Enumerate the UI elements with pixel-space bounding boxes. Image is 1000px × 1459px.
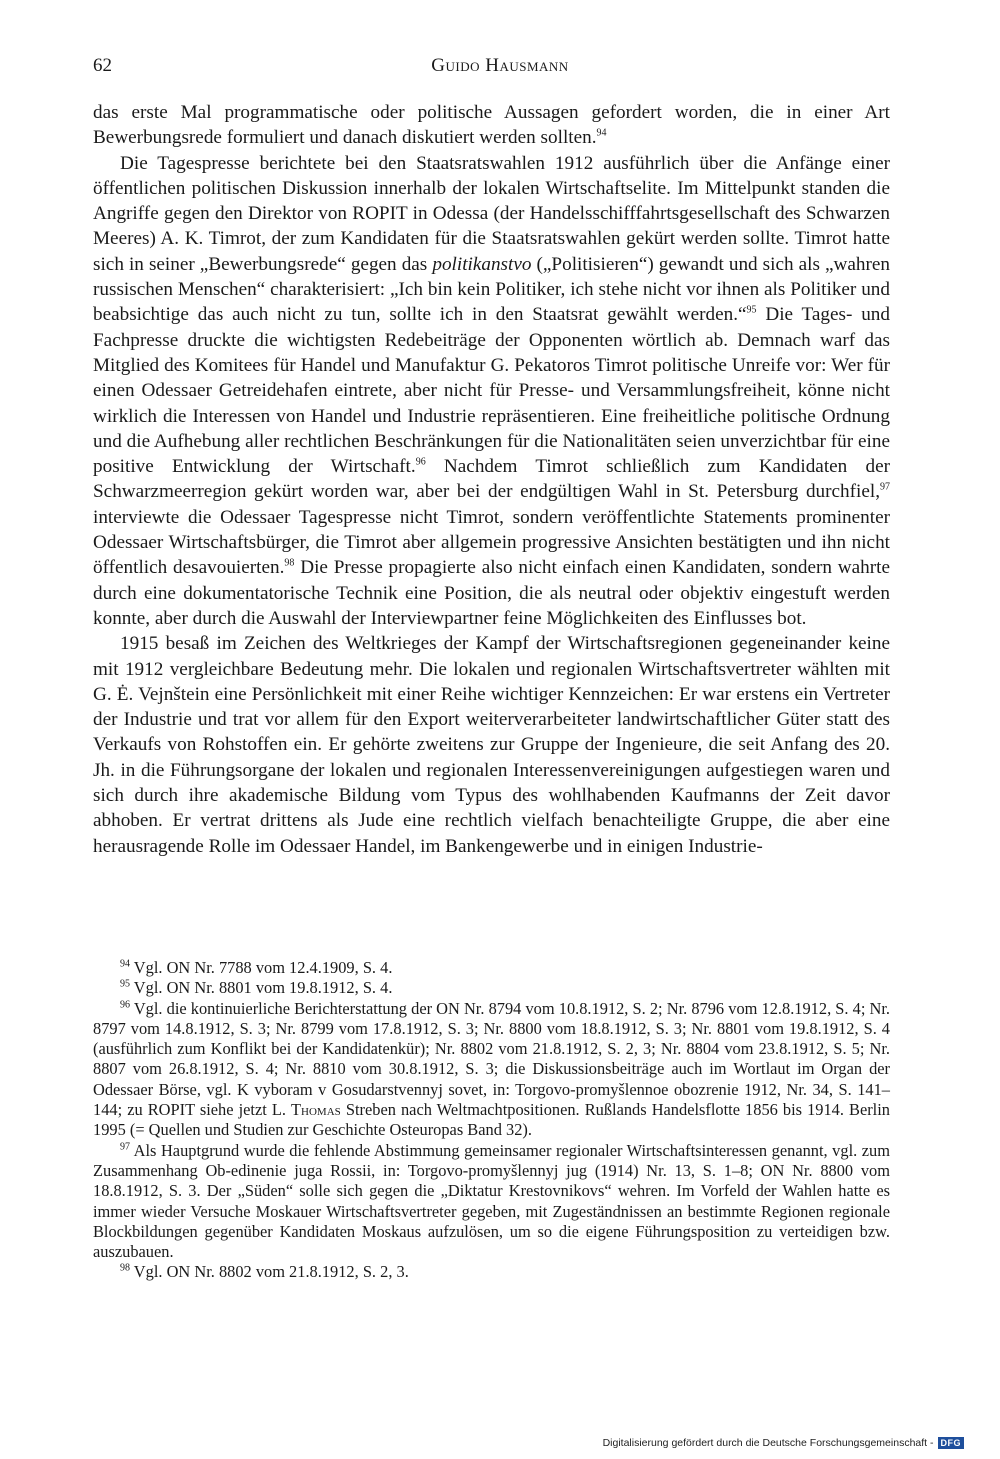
- footnote-number: 94: [120, 958, 130, 970]
- paragraph-text: interviewte die Odessaer Tagespresse nicht Timrot, sondern veröffentlichte Statements prominenter Odessaer Wirtschaftsbürger, die Timrot aber allgemein progressive Ansichten bestätigten und ihn nicht öffentlich desavouierten.: [93, 506, 890, 579]
- footnote-number: 95: [120, 978, 130, 990]
- footnote-number: 97: [120, 1141, 130, 1153]
- footnote-text: Vgl. ON Nr. 8801 vom 19.8.1912, S. 4.: [130, 978, 393, 998]
- footnote-98: [93, 1262, 890, 1282]
- dfg-logo: DFG: [938, 1437, 965, 1449]
- paragraph: [93, 100, 890, 151]
- paragraph-text: Nachdem Timrot schließlich zum Kandidaten der Schwarzmeerregion gekürt worden war, aber bei der endgültigen Wahl in St. Petersburg durchfiel,: [93, 456, 890, 503]
- footnotes: [93, 958, 890, 1283]
- body-text: [93, 100, 890, 859]
- paragraph-text: Die Tagespresse berichtete bei den Staatsratswahlen 1912 ausführlich über die Anfänge einer öffentlichen politischen Diskussion innerhalb der lokalen Wirtschaftselite. Im Mittelpunkt standen die Angriffe gegen den Direktor von ROPIT in Odessa (der Handelsschifffahrtsgesellschaft des Schwarzen Meeres) A. K. Timrot, der zum Kandidaten für die Staatsratswahlen gekürt werden sollte. Timrot hatte sich in seiner „Bewerbungsrede“ gegen das: [93, 152, 890, 275]
- paragraph: [93, 151, 890, 632]
- digitization-credit: [603, 1437, 964, 1449]
- footnote-97: [93, 1141, 890, 1263]
- footnote-ref[interactable]: 94: [596, 127, 607, 139]
- credit-text: Digitalisierung gefördert durch die Deutsche Forschungsgemeinschaft -: [602, 1437, 934, 1449]
- footnote-ref[interactable]: 95: [746, 304, 757, 316]
- running-head: Guido Hausmann: [431, 55, 569, 76]
- footnote-text: Vgl. ON Nr. 7788 vom 12.4.1909, S. 4.: [130, 958, 393, 977]
- page-number: 62: [93, 55, 112, 76]
- footnote-95: [93, 978, 890, 998]
- footnote-ref[interactable]: 96: [415, 456, 426, 468]
- italic-term: politikanstvo: [432, 253, 532, 275]
- footnote-ref[interactable]: 97: [880, 482, 890, 494]
- paragraph-text: 1915 besaß im Zeichen des Weltkrieges der Kampf der Wirtschaftsregionen gegeneinander keine mit 1912 vergleichbare Bedeutung mehr. Die lokalen und regionalen Wirtschaftsvertreter wählten mit G. Ė. Vejnštein eine Persönlichkeit mit einer Reihe wichtiger Kennzeichen: Er war erstens ein Vertreter der Industrie und trat vor allem für den Export weiterverarbeiteter landwirtschaftlicher Güter statt des Verkaufs von Rohstoffen ein. Er gehörte zweitens zur Gruppe der Ingenieure, die seit Anfang des 20. Jh. in die Führungsorgane der lokalen und regionalen Interessenvereinigungen aufgestiegen waren und sich durch ihre akademische Bildung vom Typus des wohlhabenden Kaufmanns der Zeit davor abhoben. Er vertrat drittens als Jude eine rechtlich vielfach benachteiligte Gruppe, die aber eine herausragende Rolle im Odessaer Handel, im Bankengewerbe und in einigen Industrie-: [93, 633, 890, 857]
- footnote-number: 98: [120, 1262, 130, 1274]
- footnote-96: [93, 999, 890, 1141]
- paragraph-text: Die Tages- und Fachpresse druckte die wichtigsten Redebeiträge der Opponenten wörtlich ab. Demnach warf das Mitglied des Komitees für Handel und Manufaktur G. Pekatoros Timrot politische Unreife vor: Wer für einen Odessaer Getreidehafen eintrete, aber nicht für Presse- und Versammlungsfreiheit, könne nicht wirklich die Interessen von Handel und Industrie repräsentieren. Eine freiheitliche politische Ordnung und die Aufhebung aller rechtlichen Beschränkungen für die Nationalitäten seien unverzichtbar für eine positive Entwicklung der Wirtschaft.: [93, 304, 890, 478]
- author-name: Thomas: [291, 1100, 341, 1120]
- paragraph-text: Die Presse propagierte also nicht einfach einen Kandidaten, sondern wahrte durch eine dokumentatorische Technik eine Position, die als neutral oder objektiv eingestuft werden konnte, aber durch die Auswahl der Interviewpartner feine Möglichkeiten des Einflusses bot.: [93, 557, 891, 629]
- paragraph-text: („Politisieren“) gewandt und sich als „wahren russischen Menschen“ charakterisiert: „Ich bin kein Politiker, ich stehe nicht vor ihnen als Politiker und beabsichtige das auch nicht zu tun, sollte ich in den Staatsrat gewählt werden.“: [93, 253, 890, 326]
- footnote-text: Als Hauptgrund wurde die fehlende Abstimmung gemeinsamer regionaler Wirtschaftsinteressen genannt, vgl. zum Zusammenhang Ob-edinenie juga Rossii, in: Torgovo-promyšlennyj jug (1914) Nr. 13, S. 1–8; ON Nr. 8800 vom 18.8.1912, S. 3. Der „Süden“ solle sich gegen die „Diktatur Krestovnikovs“ wehren. Im Vorfeld der Wahlen hatte es immer wieder Versuche Moskauer Wirtschaftsvertreter gegeben, mit Zugeständnissen an bestimmte Regionen regionale Blockbildungen gegenüber Kandidaten Moskaus aufzulösen, um so die eigene Führungsposition zu verteidigen bzw. auszubauen.: [93, 1140, 890, 1262]
- footnote-94: [93, 958, 890, 978]
- footnote-text: Vgl. ON Nr. 8802 vom 21.8.1912, S. 2, 3.: [130, 1262, 409, 1282]
- paragraph-text: das erste Mal programmatische oder politische Aussagen gefordert worden, die in einer Art Bewerbungsrede formuliert und danach diskutiert werden sollten.: [93, 102, 890, 149]
- footnote-number: 96: [120, 999, 130, 1011]
- footnote-ref[interactable]: 98: [284, 557, 295, 569]
- paragraph: [93, 631, 890, 859]
- footnote-text: Streben nach Weltmachtpositionen. Rußlands Handelsflotte 1856 bis 1914. Berlin 1995 (= Quellen und Studien zur Geschichte Osteuropas Band 32).: [93, 1100, 890, 1140]
- footnote-text: Vgl. die kontinuierliche Berichterstattung der ON Nr. 8794 vom 10.8.1912, S. 2; Nr. 8796 vom 12.8.1912, S. 4; Nr. 8797 vom 14.8.1912, S. 3; Nr. 8799 vom 17.8.1912, S. 3; Nr. 8800 vom 18.8.1912, S. 3; Nr. 8801 vom 19.8.1912, S. 4 (ausführlich zum Konflikt bei der Kandidatenkür); Nr. 8802 vom 21.8.1912, S. 2, 3; Nr. 8804 vom 23.8.1912, S. 5; Nr. 8807 vom 26.8.1912, S. 4; Nr. 8810 vom 30.8.1912, S. 3; die Diskussionsbeiträge auch im Wortlaut im Organ der Odessaer Börse, vgl. K vyboram v Gosudarstvennyj sovet, in: Torgovo-promyšlennoe obozrenie 1912, Nr. 34, S. 141–144; zu ROPIT siehe jetzt L.: [93, 998, 890, 1120]
